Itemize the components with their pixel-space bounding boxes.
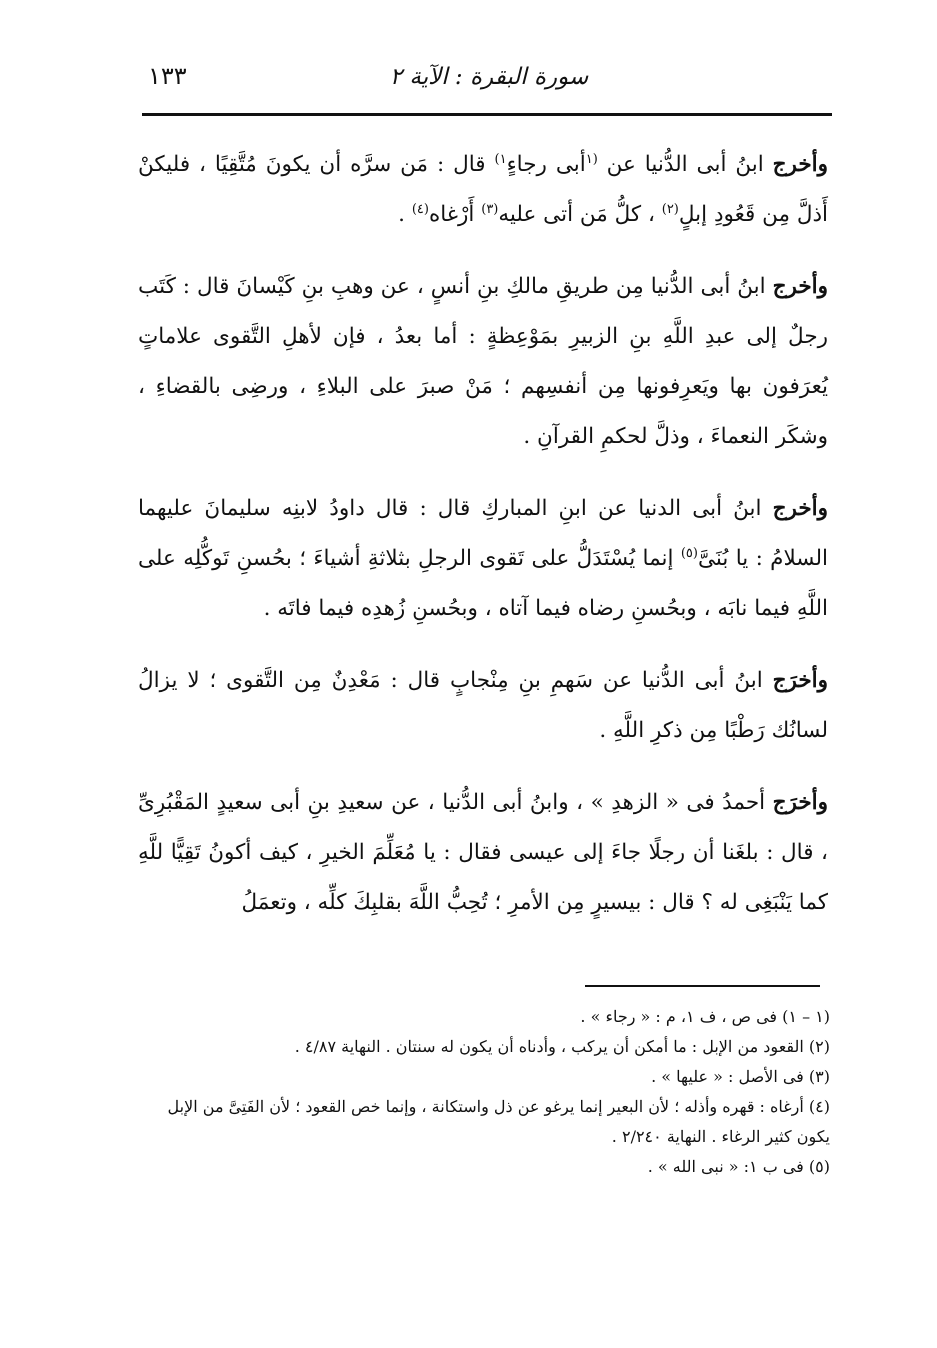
- paragraph-4: [138, 656, 828, 756]
- paragraph-text: ابنُ أبى الدُّنيا عن سَهمِ بنِ مِنْجابٍ قال : مَعْدِنٌ مِن التَّقوى ؛ لا يزالُ لسانُك رَطْبًا مِن ذكرِ اللَّهِ .: [138, 668, 828, 743]
- paragraph-text: .: [398, 202, 412, 227]
- paragraph-5: [138, 778, 828, 928]
- footnote-ref-4: (٤): [411, 201, 429, 217]
- footnote-ref-2: (٢): [661, 201, 679, 217]
- running-title: سورة البقرة : الآية ٢: [389, 64, 589, 90]
- footnote-rule: [585, 985, 820, 987]
- paragraph-text: ابنُ أبى الدُّنيا مِن طريقِ مالكِ بنِ أنسٍ ، عن وهبِ بنِ كَيْسانَ قال : كَتَب رجلٌ إلى عبدِ اللَّهِ بنِ الزبيرِ بمَوْعِظةٍ : أما بعدُ ، فإن لأهلِ التَّقوى علاماتٍ يُعرَفون بها ويَعرِفونها مِن أنفسِهم ؛ مَنْ صبرَ على البلاءِ ، ورضِى بالقضاءِ ، وشكَر النعماءَ ، وذلَّ لحكمِ القرآنِ .: [138, 274, 828, 449]
- footnote-5: (٥) فى ب ١: « نبى الله » .: [647, 1157, 830, 1176]
- paragraph-text: إنما يُسْتَدَلُّ على تَقوى الرجلِ بثلاثةِ أشياءَ ؛ بحُسنِ تَوكُّلِه على اللَّهِ فيما نابَه ، وبحُسنِ رضاه فيما آتاه ، وبحُسنِ زُهدِه فيما فاتَه .: [138, 546, 828, 621]
- paragraph-lead: وأخرَج: [772, 668, 828, 693]
- footnote-ref-5: (٥): [680, 545, 698, 561]
- footnote-ref-1-close: ١): [494, 151, 507, 167]
- paragraph-text: أبى رجاءٍ: [506, 152, 586, 177]
- paragraph-text: أحمدُ فى « الزهدِ » ، وابنُ أبى الدُّنيا ، عن سعيدِ بنِ أبى سعيدٍ المَقْبُرِىِّ ، قال : بلغَنا أن رجلًا جاءَ إلى عيسى فقال : يا مُعَلِّمَ الخيرِ ، كيف أكونُ تَقِيًّا للَّهِ كما يَنْبَغِى له ؟ قال : بيسيرٍ مِن الأمرِ ؛ تُحِبُّ اللَّهَ بقلبِكَ كلِّه ، وتعمَلُ: [138, 790, 828, 915]
- paragraph-text: ، كلُّ مَن أتى عليه: [498, 202, 662, 227]
- paragraph-1: [138, 140, 828, 240]
- paragraph-lead: وأخرج: [772, 274, 828, 299]
- paragraph-text: ابنُ أبى الدنيا عن ابنِ المباركِ قال : قال داودُ لابنِه سليمانَ عليهما السلامُ : يا بُنَىَّ: [138, 496, 828, 571]
- paragraph-lead: وأخرج: [772, 152, 828, 177]
- footnote-3: (٣) فى الأصل : « عليها » .: [651, 1067, 830, 1086]
- main-text: [138, 140, 828, 950]
- paragraph-lead: وأخرَج: [772, 790, 828, 815]
- paragraph-3: [138, 484, 828, 634]
- page-number: ١٣٣: [148, 62, 187, 90]
- footnote-1: (١ – ١) فى ص ، ف ١، م : « رجاء » .: [580, 1007, 830, 1026]
- page-header: [148, 62, 830, 106]
- footnotes: [135, 1002, 830, 1182]
- header-rule: [142, 113, 832, 116]
- footnote-ref-1-open: (١: [585, 151, 598, 167]
- footnote-ref-3: (٣): [481, 201, 499, 217]
- paragraph-2: [138, 262, 828, 462]
- paragraph-text: أَرْغاه: [428, 202, 482, 227]
- footnote-4: (٤) أرغاه : قهره وأذله ؛ لأن البعير إنما يرغو عن ذل واستكانة ، وإنما خص القعود ؛ لأن الفَتِىَّ من الإبل يكون كثير الرغاء . النهاية ٢/٢٤٠ .: [167, 1097, 830, 1146]
- paragraph-text: ابنُ أبى الدُّنيا عن: [597, 152, 764, 177]
- paragraph-lead: وأخرج: [772, 496, 828, 521]
- footnote-2: (٢) القعود من الإبل : ما أمكن أن يركب ، وأدناه أن يكون له سنتان . النهاية ٤/٨٧ .: [294, 1037, 830, 1056]
- paragraph-text: قال : مَن سرَّه أن يكونَ مُتَّقِيًا ، فليكنْ أَذلَّ مِن قَعُودِ إبلٍ: [138, 152, 828, 227]
